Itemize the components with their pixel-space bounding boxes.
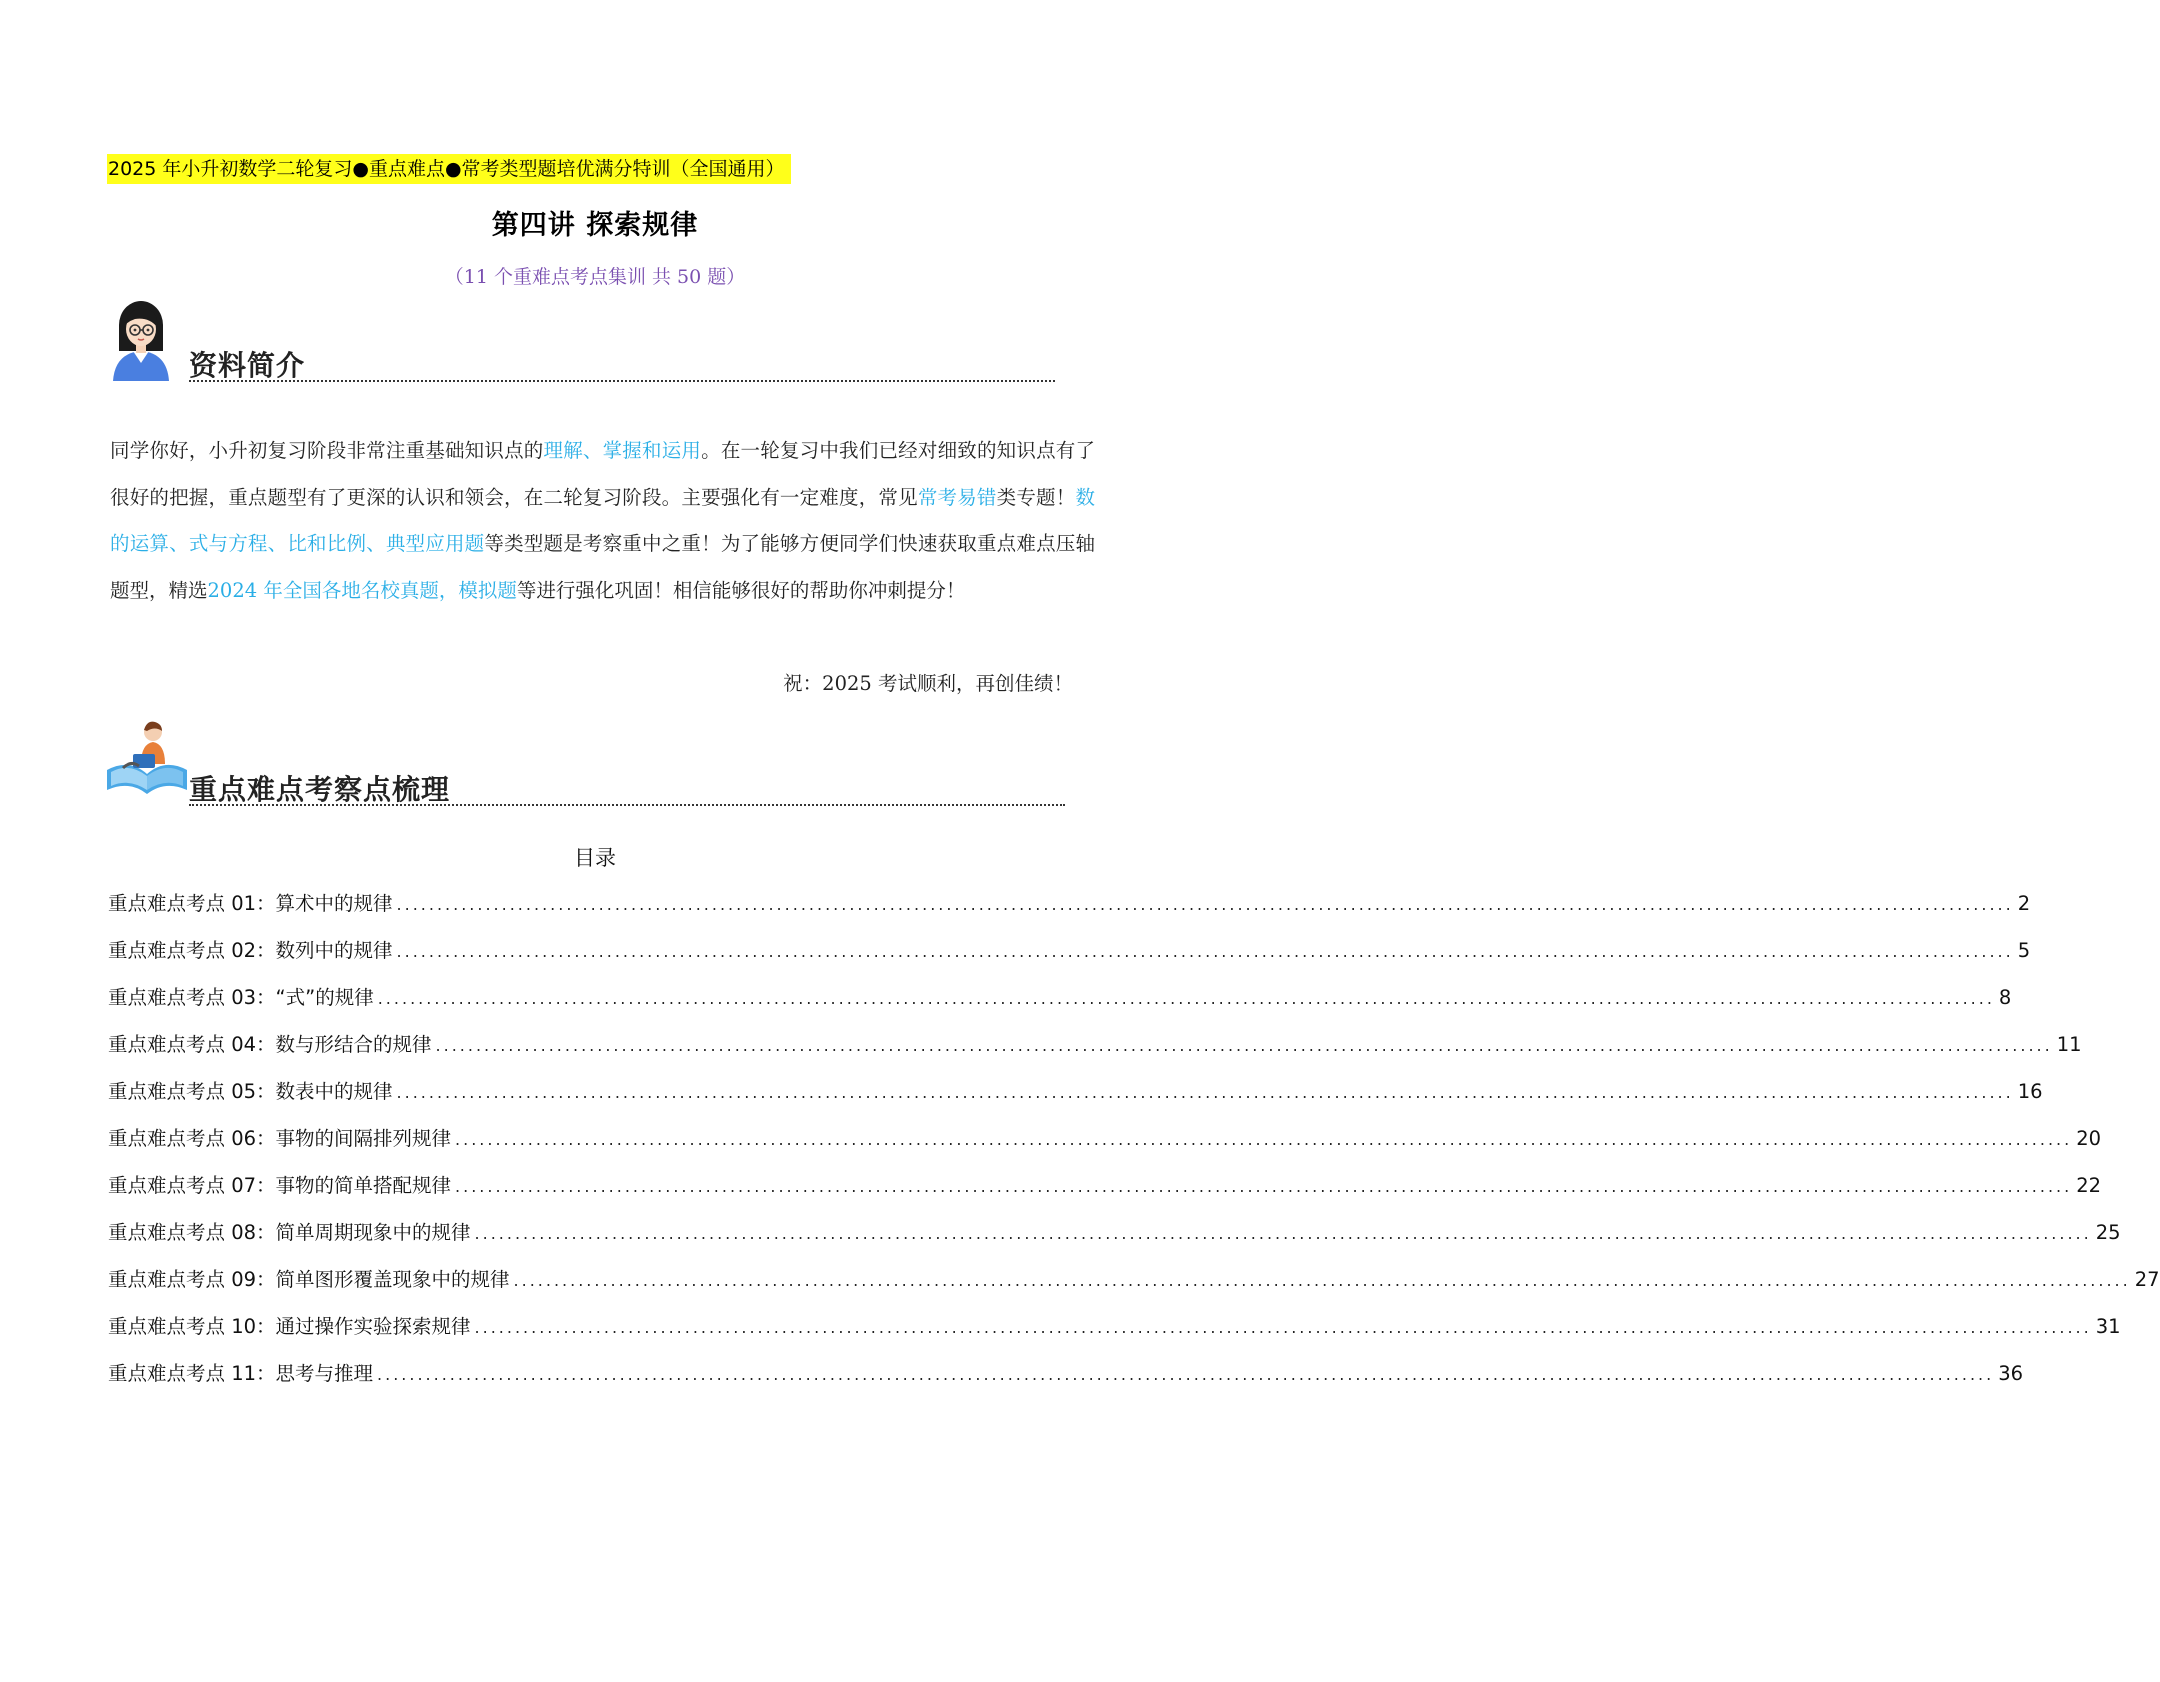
toc-heading-divider: [189, 804, 1065, 806]
toc-dot-leader: ........................................................................................................................................................................................................: [513, 1271, 2131, 1290]
toc-dot-leader: ........................................................................................................................................................................................................: [455, 1177, 2073, 1196]
table-of-contents: [108, 880, 2160, 1397]
toc-entry-page: 25: [2095, 1221, 2121, 1244]
toc-entry-page: 31: [2095, 1315, 2121, 1338]
toc-entry[interactable]: [108, 1068, 2043, 1115]
toc-entry-page: 36: [1998, 1362, 2024, 1385]
toc-heading: 重点难点考察点梳理: [189, 773, 451, 806]
toc-entry-label: 重点难点考点 02：数列中的规律: [108, 939, 393, 962]
intro-paragraph: [110, 428, 1095, 614]
toc-entry-label: 重点难点考点 11：思考与推理: [108, 1362, 374, 1385]
series-banner: 2025 年小升初数学二轮复习●重点难点●常考类型题培优满分特训（全国通用）: [107, 154, 791, 184]
toc-entry-label: 重点难点考点 08：简单周期现象中的规律: [108, 1221, 471, 1244]
paragraph-text: 类专题！: [996, 485, 1076, 509]
toc-entry-page: 20: [2076, 1127, 2102, 1150]
page-title: 第四讲 探索规律: [491, 210, 699, 241]
closing-wish: 祝：2025 考试顺利，再创佳绩！: [783, 672, 1073, 695]
highlight-text: 常考易错: [917, 485, 997, 509]
paragraph-text: 等进行强化巩固！相信能够很好的帮助你冲刺提分！: [516, 578, 966, 602]
toc-entry-label: 重点难点考点 10：通过操作实验探索规律: [108, 1315, 471, 1338]
paragraph-text: 同学你好，小升初复习阶段非常注重基础知识点的: [110, 439, 544, 462]
toc-dot-leader: ........................................................................................................................................................................................................: [396, 1083, 2014, 1102]
toc-dot-leader: ........................................................................................................................................................................................................: [474, 1224, 2092, 1243]
page-subtitle: （11 个重难点考点集训 共 50 题）: [444, 266, 746, 288]
toc-section-header: [105, 718, 1065, 808]
toc-entry-page: 22: [2076, 1174, 2102, 1197]
toc-entry-page: 16: [2017, 1080, 2043, 1103]
teacher-avatar-icon: [105, 295, 177, 381]
toc-entry[interactable]: [108, 927, 2031, 974]
toc-entry-label: 重点难点考点 05：数表中的规律: [108, 1080, 393, 1103]
toc-entry[interactable]: [108, 880, 2031, 927]
toc-dot-leader: ........................................................................................................................................................................................................: [377, 989, 1995, 1008]
toc-entry[interactable]: [108, 1162, 2102, 1209]
toc-entry-page: 11: [2056, 1033, 2082, 1056]
toc-dot-leader: ........................................................................................................................................................................................................: [474, 1318, 2092, 1337]
toc-entry[interactable]: [108, 974, 2012, 1021]
toc-dot-leader: ........................................................................................................................................................................................................: [396, 895, 2014, 914]
toc-entry-page: 5: [2017, 939, 2031, 962]
toc-dot-leader: ........................................................................................................................................................................................................: [455, 1130, 2073, 1149]
paragraph-text: 等类型题是考察重中之重！为了能够方便同学们快速获取重点难点压轴题型，精选: [110, 532, 1095, 602]
toc-title: 目录: [574, 846, 616, 870]
toc-entry-page: 27: [2134, 1268, 2160, 1291]
toc-entry-label: 重点难点考点 06：事物的间隔排列规律: [108, 1127, 452, 1150]
toc-dot-leader: ........................................................................................................................................................................................................: [396, 942, 2014, 961]
highlight-text: 2024 年全国各地名校真题，模拟题: [207, 578, 517, 602]
toc-entry[interactable]: [108, 1350, 2024, 1397]
paragraph-text: 。在一轮复习中我们已经对细致的知识点有了很好的把握，重点题型有了更深的认识和领会，在二轮复习阶段。主要强化有一定难度，常见: [110, 439, 1095, 509]
intro-heading: 资料简介: [189, 349, 306, 382]
toc-entry[interactable]: [108, 1115, 2102, 1162]
toc-entry-label: 重点难点考点 01：算术中的规律: [108, 892, 393, 915]
toc-entry-label: 重点难点考点 09：简单图形覆盖现象中的规律: [108, 1268, 510, 1291]
toc-entry-page: 2: [2017, 892, 2031, 915]
toc-entry[interactable]: [108, 1209, 2121, 1256]
intro-section-header: [105, 295, 1055, 385]
toc-entry-page: 8: [1998, 986, 2012, 1009]
toc-entry[interactable]: [108, 1303, 2121, 1350]
toc-entry[interactable]: [108, 1021, 2082, 1068]
toc-entry-label: 重点难点考点 03：“式”的规律: [108, 986, 374, 1009]
reading-student-icon: [105, 718, 189, 796]
toc-dot-leader: ........................................................................................................................................................................................................: [435, 1036, 2053, 1055]
highlight-text: 数的运算、式与方程、比和比例、典型应用题: [110, 485, 1095, 555]
highlight-text: 理解、掌握和运用: [543, 439, 702, 462]
toc-entry[interactable]: [108, 1256, 2160, 1303]
toc-entry-label: 重点难点考点 07：事物的简单搭配规律: [108, 1174, 452, 1197]
toc-dot-leader: ........................................................................................................................................................................................................: [377, 1365, 1995, 1384]
toc-entry-label: 重点难点考点 04：数与形结合的规律: [108, 1033, 432, 1056]
intro-heading-divider: [189, 380, 1055, 382]
